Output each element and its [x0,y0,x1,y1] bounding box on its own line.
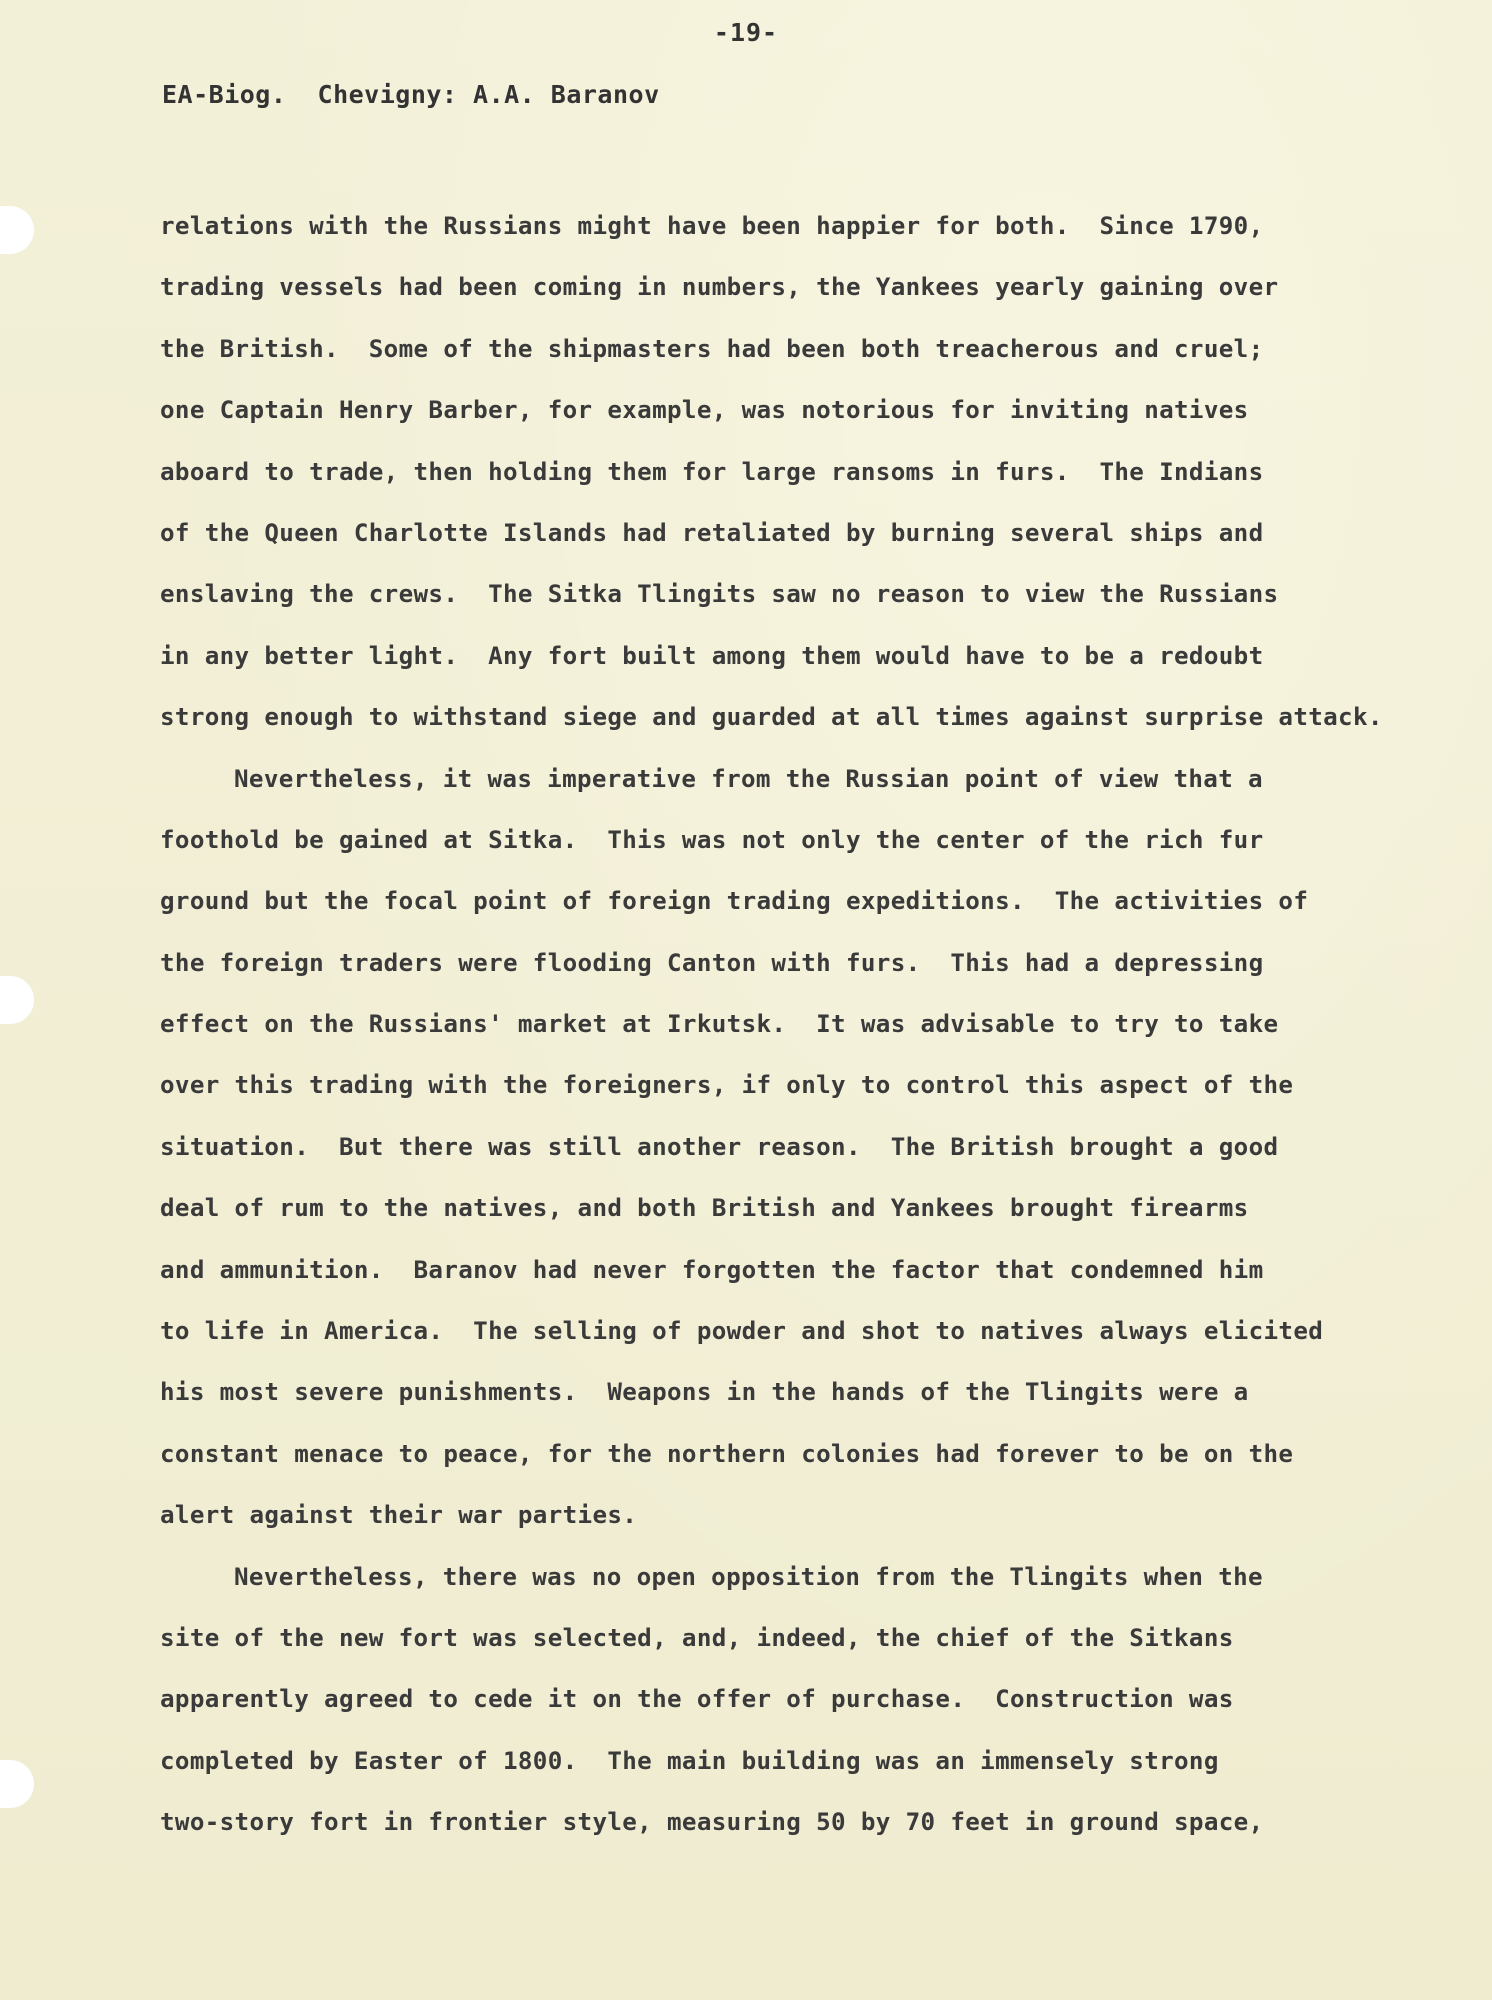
text-line: to life in America. The selling of powder and shot to natives always elicited [160,1317,1324,1346]
punch-hole [0,1760,34,1808]
punch-hole [0,206,34,254]
text-line: his most severe punishments. Weapons in the hands of the Tlingits were a [160,1378,1249,1407]
text-line: over this trading with the foreigners, if only to control this aspect of the [160,1071,1294,1100]
body-text [160,196,1430,1854]
text-line: situation. But there was still another reason. The British brought a good [160,1132,1279,1161]
text-line: enslaving the crews. The Sitka Tlingits saw no reason to view the Russians [160,580,1279,609]
text-line: Nevertheless, it was imperative from the Russian point of view that a [234,764,1263,793]
text-line: Nevertheless, there was no open opposition from the Tlingits when the [234,1562,1263,1591]
text-line: of the Queen Charlotte Islands had retaliated by burning several ships and [160,518,1264,547]
text-line: completed by Easter of 1800. The main building was an immensely strong [160,1746,1219,1775]
page-number: -19- [713,18,779,47]
text-line: effect on the Russians' market at Irkutsk. It was advisable to try to take [160,1010,1279,1039]
text-line: constant menace to peace, for the northern colonies had forever to be on the [160,1439,1294,1468]
text-line: ground but the focal point of foreign trading expeditions. The activities of [160,887,1309,916]
paragraph [160,1547,1430,1854]
text-line: alert against their war parties. [160,1501,638,1530]
text-line: and ammunition. Baranov had never forgotten the factor that condemned him [160,1255,1264,1284]
text-line: one Captain Henry Barber, for example, was notorious for inviting natives [160,396,1249,425]
text-line: the foreign traders were flooding Canton with furs. This had a depressing [160,948,1264,977]
text-line: in any better light. Any fort built among them would have to be a redoubt [160,641,1264,670]
text-line: strong enough to withstand siege and guarded at all times against surprise attack. [160,703,1383,732]
paragraph [160,196,1430,749]
punch-hole [0,976,34,1024]
text-line: relations with the Russians might have been happier for both. Since 1790, [160,212,1264,240]
text-line: aboard to trade, then holding them for large ransoms in furs. The Indians [160,457,1264,486]
text-line: site of the new fort was selected, and, indeed, the chief of the Sitkans [160,1623,1234,1652]
text-line: deal of rum to the natives, and both British and Yankees brought firearms [160,1194,1249,1223]
paragraph [160,749,1430,1547]
text-line: the British. Some of the shipmasters had been both treacherous and cruel; [160,334,1264,363]
text-line: apparently agreed to cede it on the offer of purchase. Construction was [160,1685,1234,1714]
text-line: two-story fort in frontier style, measuring 50 by 70 feet in ground space, [160,1808,1264,1837]
running-header: EA-Biog. Chevigny: A.A. Baranov [162,80,660,109]
text-line: foothold be gained at Sitka. This was not only the center of the rich fur [160,825,1264,854]
text-line: trading vessels had been coming in numbers, the Yankees yearly gaining over [160,273,1279,302]
